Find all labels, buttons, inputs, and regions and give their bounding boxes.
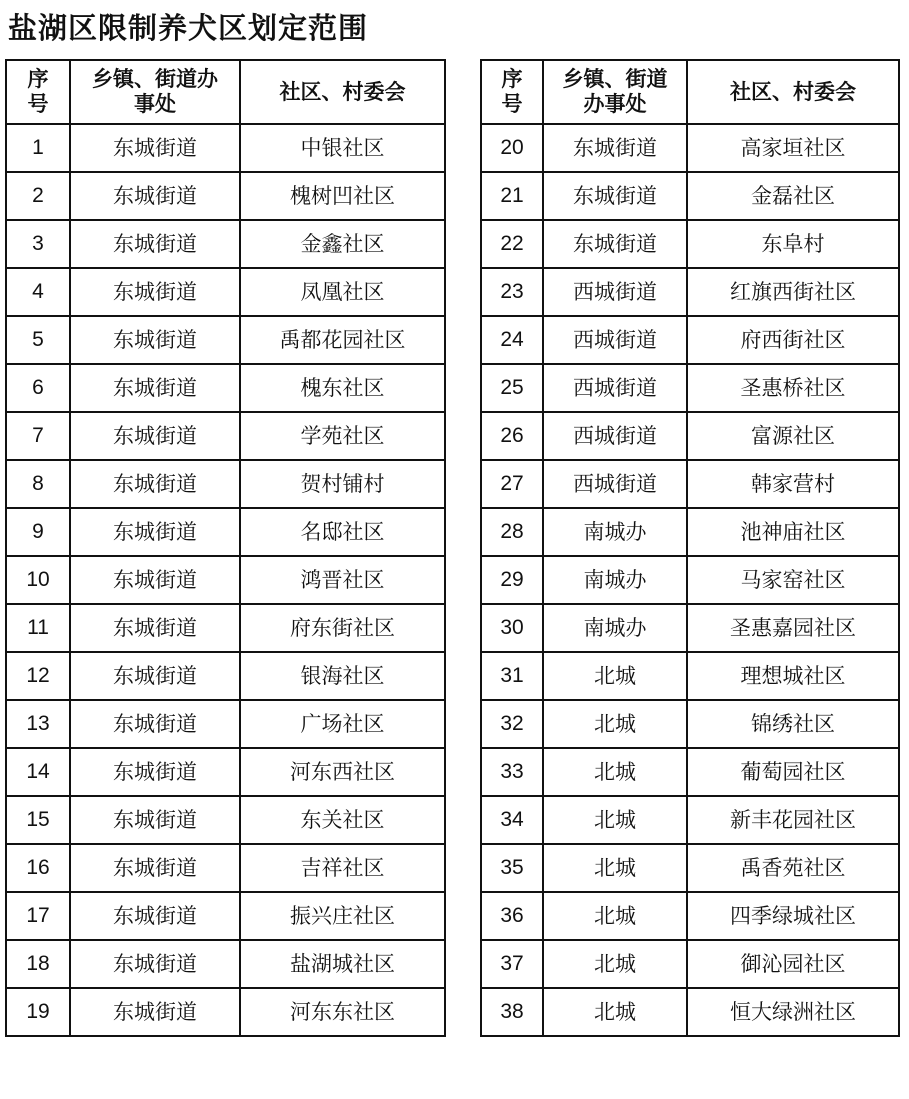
row-town: 北城 [543,988,687,1036]
row-town: 北城 [543,652,687,700]
row-community: 葡萄园社区 [687,748,899,796]
row-town: 东城街道 [543,220,687,268]
row-community: 名邸社区 [240,508,445,556]
row-town: 北城 [543,892,687,940]
row-number: 10 [6,556,70,604]
row-community: 禹香苑社区 [687,844,899,892]
row-community: 马家窑社区 [687,556,899,604]
row-number: 2 [6,172,70,220]
table-row [481,172,899,220]
header-number-line-1: 序 [27,67,49,91]
header-town-line-1: 乡镇、街道 [562,67,668,91]
table-row [6,220,445,268]
table-row [481,364,899,412]
row-community: 金鑫社区 [240,220,445,268]
page-title: 盐湖区限制养犬区划定范围 [8,11,369,45]
table-row [6,796,445,844]
header-row [6,60,445,124]
table-row [481,220,899,268]
table-row [6,940,445,988]
row-number: 32 [481,700,543,748]
row-community: 广场社区 [240,700,445,748]
row-town: 东城街道 [70,364,240,412]
row-community: 恒大绿洲社区 [687,988,899,1036]
row-town: 东城街道 [70,604,240,652]
table-row [6,700,445,748]
row-number: 14 [6,748,70,796]
row-town: 东城街道 [70,940,240,988]
row-number: 36 [481,892,543,940]
table-row [6,556,445,604]
header-town [543,60,687,124]
row-number: 27 [481,460,543,508]
header-number-line-1: 序 [501,67,523,91]
row-number: 5 [6,316,70,364]
row-number: 12 [6,652,70,700]
table-row [481,652,899,700]
row-community: 银海社区 [240,652,445,700]
row-town: 东城街道 [70,748,240,796]
table-row [6,988,445,1036]
row-number: 15 [6,796,70,844]
row-community: 盐湖城社区 [240,940,445,988]
row-community: 吉祥社区 [240,844,445,892]
row-number: 34 [481,796,543,844]
table-row [6,892,445,940]
row-community: 锦绣社区 [687,700,899,748]
header-number-line-2: 号 [27,92,49,116]
table-row [481,796,899,844]
row-number: 35 [481,844,543,892]
row-number: 7 [6,412,70,460]
row-town: 东城街道 [70,796,240,844]
table-row [481,892,899,940]
row-town: 东城街道 [70,412,240,460]
header-town-line-2: 事处 [134,92,176,116]
right-table [480,59,900,1037]
row-number: 9 [6,508,70,556]
row-community: 河东西社区 [240,748,445,796]
table-row [6,172,445,220]
row-community: 韩家营村 [687,460,899,508]
row-number: 13 [6,700,70,748]
row-community: 池神庙社区 [687,508,899,556]
table-row [6,316,445,364]
row-number: 37 [481,940,543,988]
row-town: 东城街道 [70,652,240,700]
row-community: 御沁园社区 [687,940,899,988]
table-row [481,316,899,364]
row-number: 26 [481,412,543,460]
table-row [481,748,899,796]
row-community: 中银社区 [240,124,445,172]
row-number: 11 [6,604,70,652]
left-table [5,59,446,1037]
row-number: 18 [6,940,70,988]
table-row [6,268,445,316]
row-town: 北城 [543,796,687,844]
row-community: 新丰花园社区 [687,796,899,844]
row-town: 北城 [543,748,687,796]
row-community: 禹都花园社区 [240,316,445,364]
row-number: 38 [481,988,543,1036]
row-town: 东城街道 [70,316,240,364]
row-community: 理想城社区 [687,652,899,700]
row-town: 北城 [543,940,687,988]
row-number: 24 [481,316,543,364]
row-town: 东城街道 [70,892,240,940]
table-row [481,844,899,892]
row-town: 东城街道 [70,700,240,748]
table-row [481,988,899,1036]
row-number: 3 [6,220,70,268]
row-community: 凤凰社区 [240,268,445,316]
row-number: 6 [6,364,70,412]
table-row [6,844,445,892]
row-community: 槐东社区 [240,364,445,412]
row-community: 府东街社区 [240,604,445,652]
row-number: 23 [481,268,543,316]
row-community: 四季绿城社区 [687,892,899,940]
row-town: 西城街道 [543,316,687,364]
row-town: 东城街道 [543,172,687,220]
table-row [6,364,445,412]
row-town: 东城街道 [70,556,240,604]
row-town: 东城街道 [70,172,240,220]
row-town: 北城 [543,700,687,748]
row-community: 振兴庄社区 [240,892,445,940]
row-number: 19 [6,988,70,1036]
table-row [6,748,445,796]
header-number-line-2: 号 [501,92,523,116]
row-number: 28 [481,508,543,556]
row-community: 高家垣社区 [687,124,899,172]
row-community: 学苑社区 [240,412,445,460]
header-town [70,60,240,124]
row-town: 东城街道 [70,988,240,1036]
row-community: 东关社区 [240,796,445,844]
table-row [6,652,445,700]
row-number: 4 [6,268,70,316]
row-community: 府西街社区 [687,316,899,364]
row-number: 33 [481,748,543,796]
row-town: 东城街道 [70,460,240,508]
row-town: 东城街道 [70,124,240,172]
row-town: 东城街道 [543,124,687,172]
table-row [6,508,445,556]
table-row [481,700,899,748]
row-number: 30 [481,604,543,652]
table-row [481,268,899,316]
row-number: 22 [481,220,543,268]
table-row [481,412,899,460]
row-community: 富源社区 [687,412,899,460]
header-town-line-2: 办事处 [583,92,647,116]
row-town: 南城办 [543,556,687,604]
row-number: 21 [481,172,543,220]
row-number: 29 [481,556,543,604]
row-town: 东城街道 [70,844,240,892]
row-community: 红旗西街社区 [687,268,899,316]
row-community: 圣惠嘉园社区 [687,604,899,652]
row-town: 北城 [543,844,687,892]
row-town: 西城街道 [543,412,687,460]
row-number: 1 [6,124,70,172]
header-town-line-1: 乡镇、街道办 [92,67,218,91]
row-community: 河东东社区 [240,988,445,1036]
header-community-line-1: 社区、村委会 [730,79,856,104]
header-community-line-1: 社区、村委会 [279,79,406,104]
row-town: 南城办 [543,604,687,652]
row-town: 东城街道 [70,268,240,316]
row-town: 西城街道 [543,364,687,412]
row-number: 20 [481,124,543,172]
row-community: 贺村铺村 [240,460,445,508]
table-row [6,604,445,652]
row-community: 东阜村 [687,220,899,268]
header-number [481,60,543,124]
table-row [481,604,899,652]
table-row [481,508,899,556]
table-row [481,124,899,172]
row-number: 25 [481,364,543,412]
row-town: 东城街道 [70,508,240,556]
table-row [481,940,899,988]
table-row [6,460,445,508]
table-row [481,556,899,604]
header-number [6,60,70,124]
row-town: 西城街道 [543,268,687,316]
table-row [6,412,445,460]
header-row [481,60,899,124]
row-town: 东城街道 [70,220,240,268]
row-town: 西城街道 [543,460,687,508]
row-number: 8 [6,460,70,508]
row-community: 金磊社区 [687,172,899,220]
header-community [687,60,899,124]
row-number: 16 [6,844,70,892]
header-community [240,60,445,124]
table-row [481,460,899,508]
table-row [6,124,445,172]
row-community: 槐树凹社区 [240,172,445,220]
row-community: 鸿晋社区 [240,556,445,604]
row-number: 31 [481,652,543,700]
row-number: 17 [6,892,70,940]
row-town: 南城办 [543,508,687,556]
row-community: 圣惠桥社区 [687,364,899,412]
